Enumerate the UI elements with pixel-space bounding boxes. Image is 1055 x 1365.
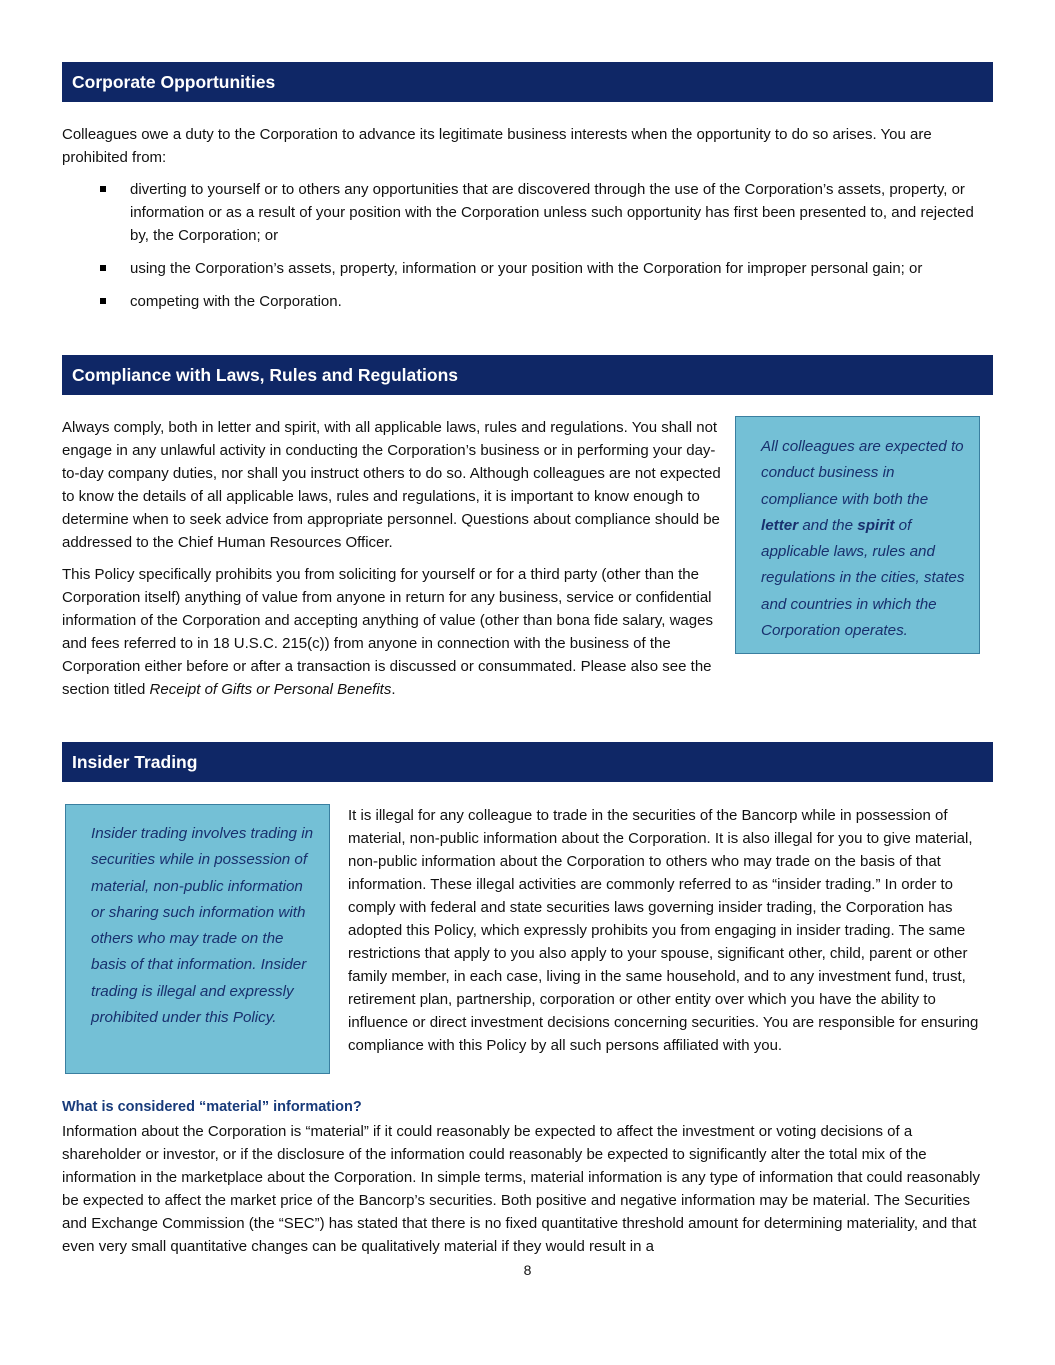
section-title: Compliance with Laws, Rules and Regulations — [72, 365, 459, 385]
insider-trading-body: It is illegal for any colleague to trade in the securities of the Bancorp while in possession of material, non-public information about the Corporation. It is also illegal for you to give material, non-public information about the Corporation to others who may trade on the basis of that information. These illegal activities are commonly referred to as “insider trading.” In order to comply with federal and state securities laws governing insider trading, the Corporation has adopted this Policy, which expressly prohibits you from engaging in insider trading. The same restrictions that apply to you also apply to your spouse, significant other, child, parent or other family member, in each case, living in the same household, and to any investment fund, trust, retirement plan, partnership, corporation or other entity over which you have the ability to influence or direct investment decisions concerning securities. You are responsible for ensuring compliance with this Policy by all such persons affiliated with you. — [348, 807, 979, 1054]
section-title: Insider Trading — [72, 752, 198, 772]
square-bullet-icon — [100, 265, 106, 271]
insider-trading-callout-box: Insider trading involves trading in securities while in possession of material, non-public information or sharing such information with others who may trade on the basis of that information. Insider trading is illegal and expressly prohibited under this Policy. — [65, 804, 330, 1074]
list-item: using the Corporation’s assets, property, information or your position with the Corporation for improper personal gain; or — [62, 257, 993, 280]
section-header-compliance — [62, 355, 993, 395]
section-title: Corporate Opportunities — [72, 72, 276, 92]
square-bullet-icon — [100, 186, 106, 192]
letter-emphasis: letter — [761, 516, 799, 534]
list-item: diverting to yourself or to others any opportunities that are discovered through the use of the Corporation’s assets, property, or information or as a result of your position with the Corporation unless such opportunity has first been presented to, and rejected by, the Corporation; or — [62, 178, 993, 247]
spirit-emphasis: spirit — [857, 516, 895, 534]
page-number: 8 — [523, 1262, 532, 1278]
material-information-heading: What is considered “material” information? — [62, 1099, 362, 1115]
square-bullet-icon — [100, 298, 106, 304]
material-information-body: Information about the Corporation is “material” if it could reasonably be expected to affect the investment or voting decisions of a shareholder or investor, or if the disclosure of the information could reasonably be expected to significantly alter the total mix of the information in the marketplace about the Corporation. In simple terms, material information is any type of information that could reasonably be expected to affect the market price of the Bancorp’s securities. Both positive and negative information may be material. The Securities and Exchange Commission (the “SEC”) has stated that there is no fixed quantitative threshold amount for determining materiality, and that even very small quantitative changes can be qualitatively material if they would result in a — [62, 1123, 980, 1255]
corporate-opportunities-intro: Colleagues owe a duty to the Corporation to advance its legitimate business interests when the opportunity to do so arises. You are prohibited from: — [62, 126, 932, 166]
gifts-section-reference: Receipt of Gifts or Personal Benefits — [149, 681, 392, 698]
compliance-paragraph-2: This Policy specifically prohibits you from soliciting for yourself or for a third party (other than the Corporation itself) anything of value from anyone in return for any business, service or confidential information of the Corporation and accepting anything of value (other than bona fide salary, wages and fees referred to in 18 U.S.C. 215(c)) from anyone in connection with the business of the Corporation either before or after a transaction is discussed or consummated. Please also see the section titled Receipt of Gifts or Personal Benefits. — [62, 566, 713, 698]
section-header-insider-trading — [62, 742, 993, 782]
list-item: competing with the Corporation. — [62, 290, 993, 313]
section-header-corporate-opportunities — [62, 62, 993, 102]
compliance-callout-box: All colleagues are expected to conduct business in compliance with both the letter and the spirit of applicable laws, rules and regulations in the cities, states and countries in which the Corporation operates. — [735, 416, 980, 654]
compliance-paragraph-1: Always comply, both in letter and spirit, with all applicable laws, rules and regulations. You shall not engage in any unlawful activity in conducting the Corporation’s business or in performing your day-to-day company duties, nor shall you instruct others to do so. Although colleagues are not expected to know the details of all applicable laws, rules and regulations, it is important to know enough to determine when to seek advice from appropriate personnel. Questions about compliance should be addressed to the Chief Human Resources Officer. — [62, 419, 721, 551]
prohibited-activities-list — [62, 178, 993, 323]
